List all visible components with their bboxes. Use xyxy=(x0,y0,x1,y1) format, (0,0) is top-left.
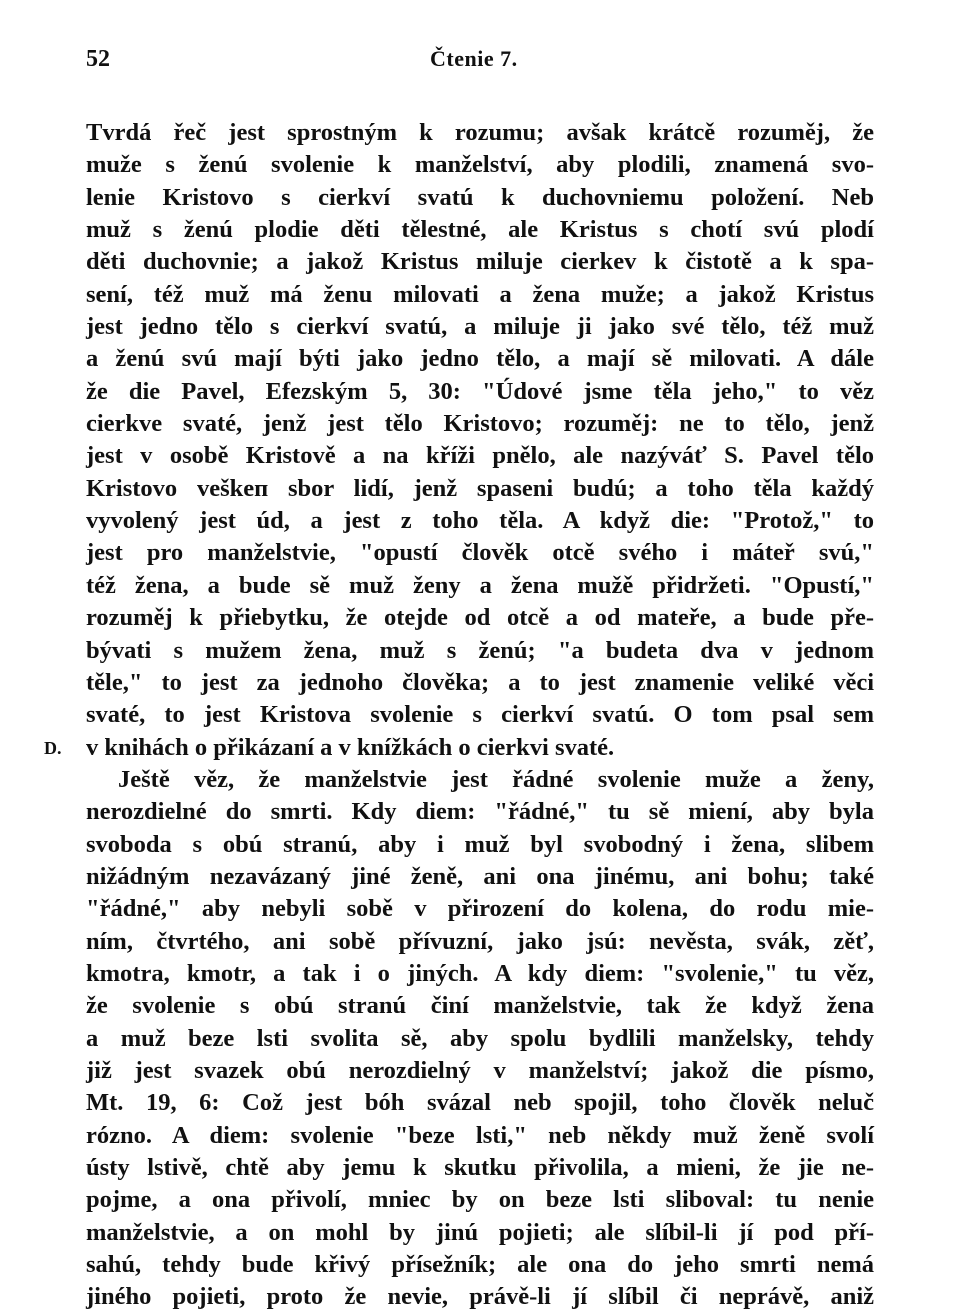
text-line: ním, čtvrtého, ani sobě přívuzní, jako jsú: nevěsta, svák, zěť, xyxy=(86,927,874,955)
text-line: bývati s mužem žena, muž s ženú; "a budeta dva v jednom xyxy=(86,636,874,664)
text-line: jest v osobě Kristově a na kříži pnělo, ale nazýváť S. Pavel tělo xyxy=(86,442,874,470)
text-line: "řádné," aby nebyli sobě v přirození do kolena, do rodu mie- xyxy=(86,895,874,923)
text-line: pojme, a ona přivolí, mniec by on beze lsti sliboval: tu nenie xyxy=(86,1186,874,1214)
text-line: svoboda s obú stranú, aby i muž byl svobodný i žena, slibem xyxy=(86,830,874,858)
text-line: svaté, to jest Kristova svolenie s cierkví svatú. O tom psal sem xyxy=(86,701,874,729)
text-line: manželstvie, a on mohl by jinú pojieti; ale slíbil-li jí pod pří- xyxy=(86,1218,874,1246)
text-line: jest jedno tělo s cierkví svatú, a miluje ji jako své tělo, též muž xyxy=(86,313,874,341)
text-line: nižádným nezavázaný jiné ženě, ani ona jinému, ani bohu; také xyxy=(86,862,874,890)
text-line: ústy lstivě, chtě aby jemu k skutku přivolila, a mieni, že jie ne- xyxy=(86,1154,874,1181)
text-line: jest pro manželstvie, "opustí člověk otcě svého i máteř svú," xyxy=(86,539,874,567)
text-line: a ženú svú mají býti jako jedno tělo, a mají sě milovati. A dále xyxy=(86,345,874,373)
margin-note: D. xyxy=(44,738,62,758)
text-line: Kristovo veškeп sbor lidí, jenž spaseni budú; a toho těla každý xyxy=(86,474,874,502)
text-line: těle," to jest za jednoho člověka; a to jest znamenie veliké věci xyxy=(86,668,874,696)
text-line: v knihách o přikázaní a v knížkách o cierkvi svaté. xyxy=(86,733,615,761)
text-line: a muž beze lsti svolita sě, aby spolu bydlili manželsky, tehdy xyxy=(86,1024,874,1052)
text-line: sahú, tehdy bude křivý přísežník; ale ona do jeho smrti nemá xyxy=(86,1251,874,1279)
text-line: též žena, a bude sě muž ženy a žena mužě přidržeti. "Opustí," xyxy=(86,571,874,599)
text-line: vyvolený jest úd, a jest z toho těla. A když die: "Protož," to xyxy=(86,507,874,535)
text-line: děti duchovnie; a jakož Kristus miluje cierkev k čistotě a k spa- xyxy=(86,248,874,276)
text-line: sení, též muž má ženu milovati a žena muže; a jakož Kristus xyxy=(86,280,874,308)
text-line: cierkve svaté, jenž jest tělo Kristovo; rozuměj: ne to tělo, jenž xyxy=(86,410,874,438)
text-line: muže s ženú svolenie k manželství, aby plodili, znamená svo- xyxy=(86,151,874,179)
text-line: že svolenie s obú stranú činí manželstvie, tak že když žena xyxy=(86,992,874,1020)
page-number: 52 xyxy=(86,46,110,72)
text-line: jiného pojieti, proto že nevie, právě-li jí slíbil či neprávě, aniž xyxy=(86,1283,874,1311)
text-line: Tvrdá řeč jest sprostným k rozumu; avšak krátcě rozuměj, že xyxy=(86,119,874,146)
text-line: rózno. A diem: svolenie "beze lsti," neb někdy muž ženě svolí xyxy=(86,1121,874,1149)
body-text xyxy=(86,117,874,1314)
text-line: rozuměj k přiebytku, že otejde od otcě a od mateře, a bude pře- xyxy=(86,604,874,632)
text-line: Ještě věz, že manželstvie jest řádné svolenie muže a ženy, xyxy=(118,765,874,793)
text-line: Mt. 19, 6: Což jest bóh svázal neb spojil, toho člověk neluč xyxy=(86,1089,874,1117)
running-head: Čtenie 7. xyxy=(430,46,518,71)
text-line: že die Pavel, Efezským 5, 30: "Údové jsme těla jeho," to věz xyxy=(86,377,874,405)
text-line: již jest svazek obú nerozdielný v manželství; jakož die písmo, xyxy=(86,1056,874,1084)
text-line: nerozdielné do smrti. Kdy diem: "řádné," tu sě miení, aby byla xyxy=(86,798,874,826)
text-line: muž s ženú plodie děti tělestné, ale Kristus s chotí svú plodí xyxy=(86,216,874,244)
text-line: kmotra, kmotr, a tak i o jiných. A kdy diem: "svolenie," tu věz, xyxy=(86,959,874,987)
text-line: lenie Kristovo s cierkví svatú k duchovniemu položení. Neb xyxy=(86,183,874,211)
